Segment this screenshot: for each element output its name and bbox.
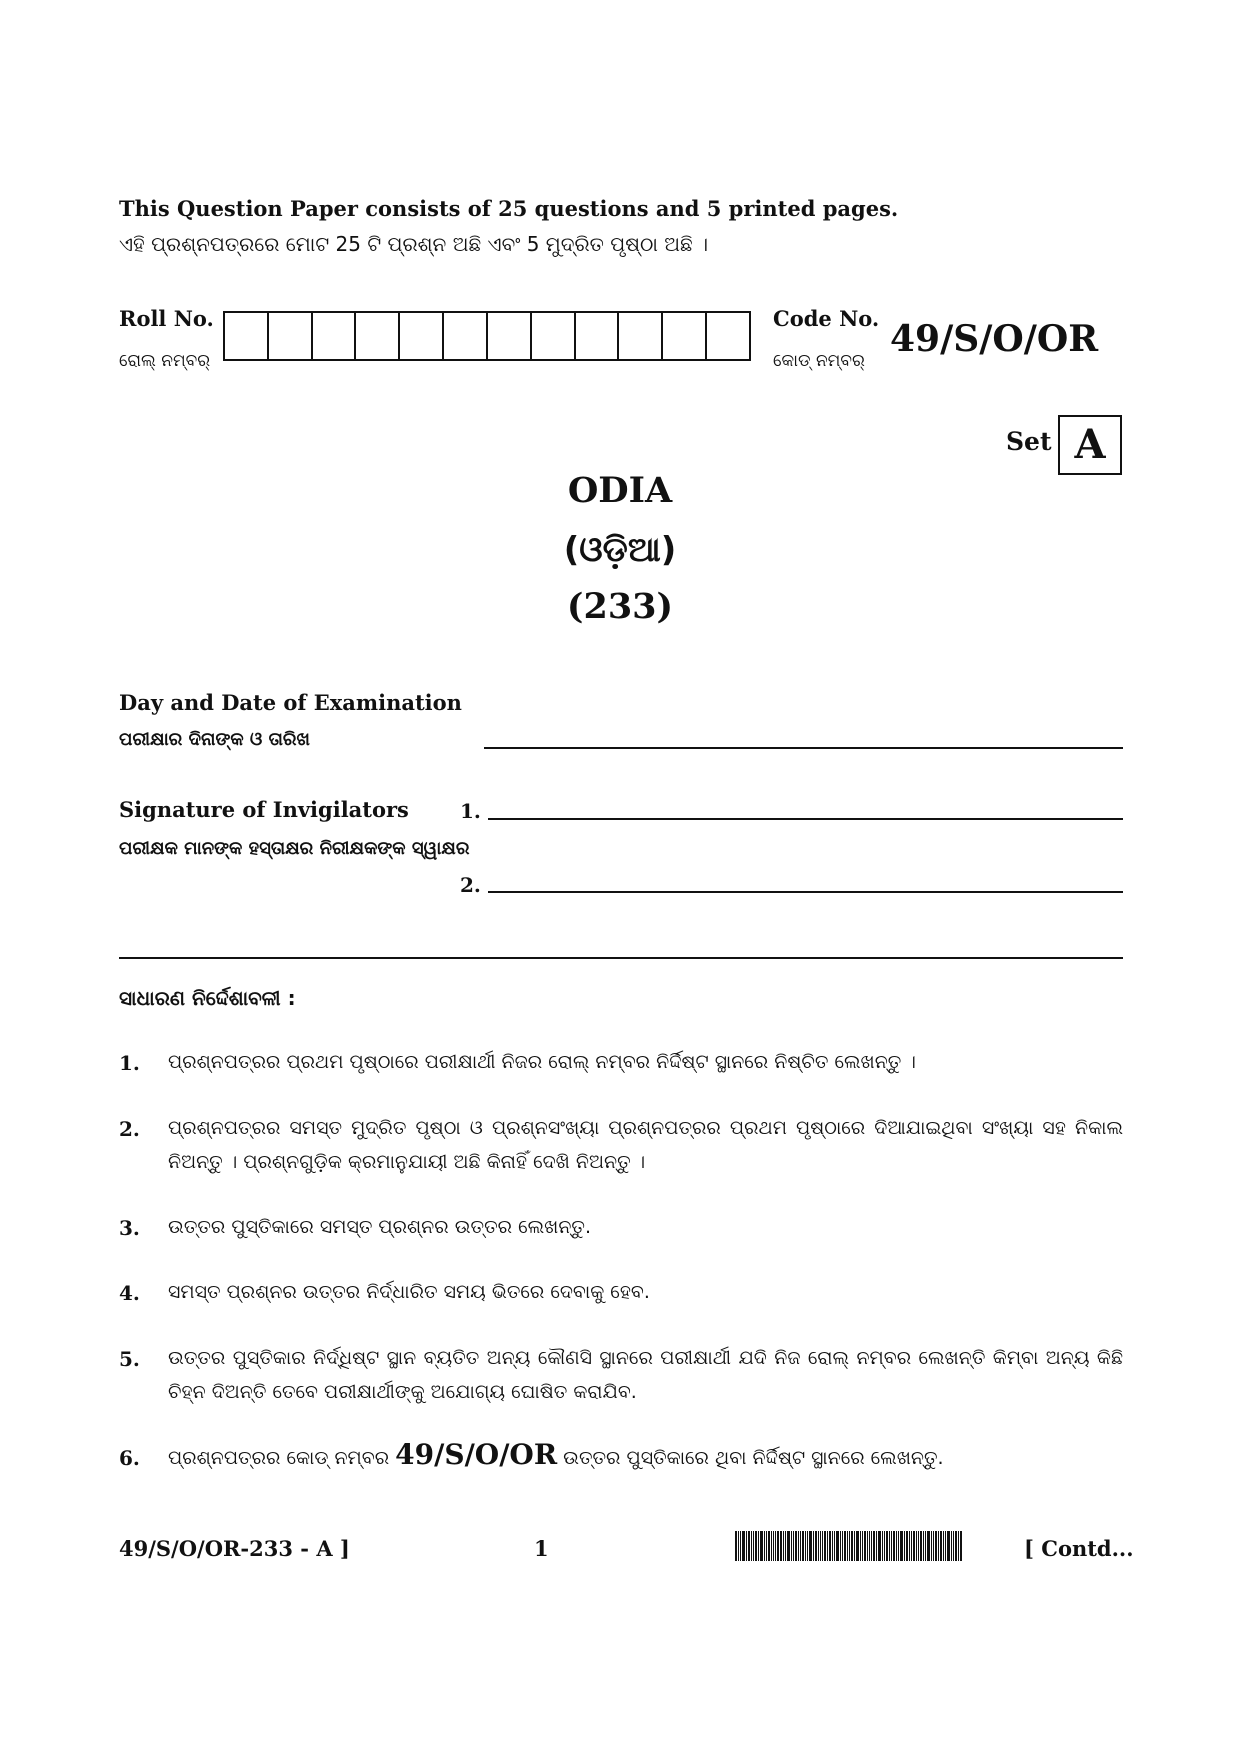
instruction-text: ପ୍ରଶ୍ନପତ୍ରର ପ୍ରଥମ ପୃଷ୍ଠାରେ ପରୀକ୍ଷାର୍ଥୀ ନିଜର ରୋଲ୍ ନମ୍ବର ନିର୍ଦ୍ଦିଷ୍ଟ ସ୍ଥାନରେ ନିଷ୍ଚିତ ଲେଖନ୍ତୁ । (168, 1051, 916, 1073)
roll-number-label-odia: ରୋଲ୍ ନମ୍ବର୍ (119, 351, 211, 371)
barcode-bar (829, 1531, 831, 1561)
barcode-bar (904, 1531, 905, 1561)
page-number: 1 (534, 1536, 549, 1561)
barcode (735, 1531, 1017, 1561)
barcode-bar (862, 1531, 863, 1561)
barcode-bar (755, 1531, 757, 1561)
paper-info-english: This Question Paper consists of 25 questions and 5 printed pages. (119, 196, 899, 221)
roll-number-boxes[interactable] (223, 311, 751, 361)
signature-2-number: 2. (460, 873, 481, 897)
barcode-bar (827, 1531, 828, 1561)
instruction-number: 6. (119, 1446, 140, 1470)
instruction-text-post: ଉତ୍ତର ପୁସ୍ତିକାରେ ଥିବା ନିର୍ଦ୍ଦିଷ୍ଟ ସ୍ଥାନରେ ଲେଖନ୍ତୁ. (563, 1447, 944, 1469)
barcode-bar (840, 1531, 841, 1561)
code-number-value: 49/S/O/OR (890, 318, 1099, 360)
barcode-bar (864, 1531, 866, 1561)
paper-info-odia: ଏହି ପ୍ରଶ୍ନପତ୍ରରେ ମୋଟ 25 ଟି ପ୍ରଶ୍ନ ଅଛି ଏବଂ 5 ମୁଦ୍ରିତ ପୃଷ୍ଠା ଅଛି । (119, 232, 709, 256)
barcode-bar (876, 1531, 877, 1561)
section-divider (119, 957, 1123, 959)
barcode-bar (836, 1531, 839, 1561)
subject-title-odia: (ଓଡ଼ିଆ) (563, 530, 677, 570)
continued-label: [ Contd... (1024, 1536, 1134, 1561)
barcode-bar (886, 1531, 888, 1561)
barcode-bar (896, 1531, 897, 1561)
instruction-number: 2. (119, 1117, 140, 1141)
barcode-bar (856, 1531, 859, 1561)
barcode-bar (735, 1531, 737, 1561)
barcode-bar (916, 1531, 917, 1561)
signature-1-number: 1. (460, 799, 481, 823)
barcode-bar (889, 1531, 890, 1561)
barcode-bar (943, 1531, 944, 1561)
barcode-bar (918, 1531, 919, 1561)
set-label: Set (1006, 427, 1052, 456)
barcode-bar (815, 1531, 817, 1561)
code-number-label: Code No. (773, 306, 880, 331)
barcode-bar (775, 1531, 776, 1561)
barcode-bar (746, 1531, 747, 1561)
subject-title: ODIA (567, 470, 673, 511)
barcode-bar (925, 1531, 926, 1561)
barcode-bar (742, 1531, 745, 1561)
barcode-bar (960, 1531, 962, 1561)
barcode-bar (867, 1531, 868, 1561)
barcode-bar (768, 1531, 770, 1561)
barcode-bar (869, 1531, 870, 1561)
barcode-bar (758, 1531, 759, 1561)
barcode-bar (958, 1531, 959, 1561)
signature-1-line[interactable] (488, 818, 1123, 820)
barcode-bar (871, 1531, 872, 1561)
instruction-text: ଉତ୍ତର ପୁସ୍ତିକାର ନିର୍ଦ୍ଧିଷ୍ଟ ସ୍ଥାନ ବ୍ୟତିତ ଅନ୍ୟ କୌଣସି ସ୍ଥାନରେ ପରୀକ୍ଷାର୍ଥୀ ଯଦି ନିଜ ରୋଲ୍ ନମ୍ବର ଲେଖନ୍ତି କିମ୍ବା ଅନ୍ୟ କିଛି ଚିହ୍ନ ଦିଅନ୍ତି ତେବେ ପରୀକ୍ଷାର୍ଥୀଙ୍କୁ ଅଯୋଗ୍ୟ ଘୋଷିତ କରାଯିବ. (168, 1347, 1123, 1403)
barcode-bar (780, 1531, 782, 1561)
barcode-bar (834, 1531, 835, 1561)
barcode-bar (777, 1531, 779, 1561)
barcode-bar (800, 1531, 801, 1561)
barcode-bar (748, 1531, 750, 1561)
barcode-bar (873, 1531, 875, 1561)
barcode-bar (931, 1531, 932, 1561)
barcode-bar (947, 1531, 950, 1561)
barcode-bar (851, 1531, 853, 1561)
barcode-bar (802, 1531, 804, 1561)
barcode-bar (805, 1531, 806, 1561)
instructions-heading: ସାଧାରଣ ନିର୍ଦ୍ଦେଶାବଳୀ : (119, 986, 296, 1010)
barcode-bar (893, 1531, 895, 1561)
barcode-bar (945, 1531, 946, 1561)
footer-paper-code: 49/S/O/OR-233 - A ] (119, 1536, 350, 1561)
barcode-bar (760, 1531, 763, 1561)
barcode-bar (854, 1531, 855, 1561)
barcode-bar (920, 1531, 922, 1561)
barcode-bar (951, 1531, 952, 1561)
instruction-text-pre: ପ୍ରଶ୍ନପତ୍ରର କୋଡ୍ ନମ୍ବର (168, 1447, 390, 1469)
barcode-bar (933, 1531, 934, 1561)
set-value-box: A (1058, 415, 1122, 475)
instruction-text: ଉତ୍ତର ପୁସ୍ତିକାରେ ସମସ୍ତ ପ୍ରଶ୍ନର ଉତ୍ତର ଲେଖନ୍ତୁ. (168, 1216, 592, 1238)
barcode-bar (938, 1531, 939, 1561)
barcode-bar (773, 1531, 774, 1561)
barcode-bar (849, 1531, 850, 1561)
exam-date-label: Day and Date of Examination (119, 690, 462, 715)
barcode-bar (882, 1531, 883, 1561)
barcode-bar (847, 1531, 848, 1561)
signature-2-line[interactable] (488, 891, 1123, 893)
barcode-bar (785, 1531, 786, 1561)
barcode-bar (791, 1531, 792, 1561)
barcode-bar (832, 1531, 833, 1561)
barcode-bar (955, 1531, 957, 1561)
barcode-bar (783, 1531, 784, 1561)
barcode-bar (940, 1531, 942, 1561)
barcode-bar (740, 1531, 741, 1561)
barcode-bar (909, 1531, 910, 1561)
exam-date-label-odia: ପରୀକ୍ଷାର ଦିନାଙ୍କ ଓ ତାରିଖ (119, 729, 311, 750)
barcode-bar (953, 1531, 954, 1561)
instruction-number: 4. (119, 1281, 140, 1305)
barcode-bar (927, 1531, 930, 1561)
barcode-bar (753, 1531, 754, 1561)
barcode-bar (809, 1531, 812, 1561)
barcode-bar (891, 1531, 892, 1561)
barcode-bar (807, 1531, 808, 1561)
instruction-code-number: 49/S/O/OR (395, 1438, 558, 1471)
barcode-bar (771, 1531, 772, 1561)
barcode-bar (900, 1531, 903, 1561)
barcode-bar (793, 1531, 794, 1561)
code-number-label-odia: କୋଡ୍ ନମ୍ବର୍ (773, 351, 865, 371)
invigilator-signature-label-odia: ପରୀକ୍ଷକ ମାନଙ୍କ ହସ୍ତାକ୍ଷର ନିରୀକ୍ଷକଙ୍କ ସ୍ୱାକ୍ଷର (119, 838, 470, 859)
instruction-number: 3. (119, 1216, 140, 1240)
barcode-bar (818, 1531, 819, 1561)
barcode-bar (751, 1531, 752, 1561)
instruction-text (168, 1438, 1123, 1475)
barcode-bar (787, 1531, 790, 1561)
barcode-bar (844, 1531, 846, 1561)
barcode-bar (923, 1531, 924, 1561)
barcode-bar (878, 1531, 881, 1561)
barcode-bar (764, 1531, 765, 1561)
instruction-number: 5. (119, 1347, 140, 1371)
instruction-number: 1. (119, 1051, 140, 1075)
instruction-text: ସମସ୍ତ ପ୍ରଶ୍ନର ଉତ୍ତର ନିର୍ଦ୍ଧାରିତ ସମୟ ଭିତରେ ଦେବାକୁ ହେବ. (168, 1281, 650, 1303)
barcode-bar (911, 1531, 912, 1561)
barcode-bar (795, 1531, 797, 1561)
roll-number-label: Roll No. (119, 306, 214, 331)
barcode-bar (842, 1531, 843, 1561)
barcode-bar (935, 1531, 937, 1561)
barcode-bar (798, 1531, 799, 1561)
barcode-bar (738, 1531, 739, 1561)
barcode-bar (906, 1531, 908, 1561)
exam-date-line[interactable] (484, 747, 1123, 749)
barcode-bar (820, 1531, 821, 1561)
barcode-bar (813, 1531, 814, 1561)
barcode-bar (860, 1531, 861, 1561)
barcode-bar (898, 1531, 899, 1561)
barcode-bar (884, 1531, 885, 1561)
barcode-bar (766, 1531, 767, 1561)
barcode-bar (822, 1531, 823, 1561)
barcode-bar (913, 1531, 915, 1561)
barcode-bar (824, 1531, 826, 1561)
instruction-text: ପ୍ରଶ୍ନପତ୍ରର ସମସ୍ତ ମୁଦ୍ରିତ ପୃଷ୍ଠା ଓ ପ୍ରଶ୍ନସଂଖ୍ୟା ପ୍ରଶ୍ନପତ୍ରର ପ୍ରଥମ ପୃଷ୍ଠାରେ ଦିଆଯାଇଥିବା ସଂଖ୍ୟା ସହ ନିକାଲ ନିଅନ୍ତୁ । ପ୍ରଶ୍ନଗୁଡ଼ିକ କ୍ରମାନୁଯାୟୀ ଅଛି କିନାହିଁ ଦେଖି ନିଅନ୍ତୁ । (168, 1117, 1123, 1173)
subject-code: (233) (566, 586, 674, 627)
invigilator-signature-label: Signature of Invigilators (119, 797, 409, 822)
